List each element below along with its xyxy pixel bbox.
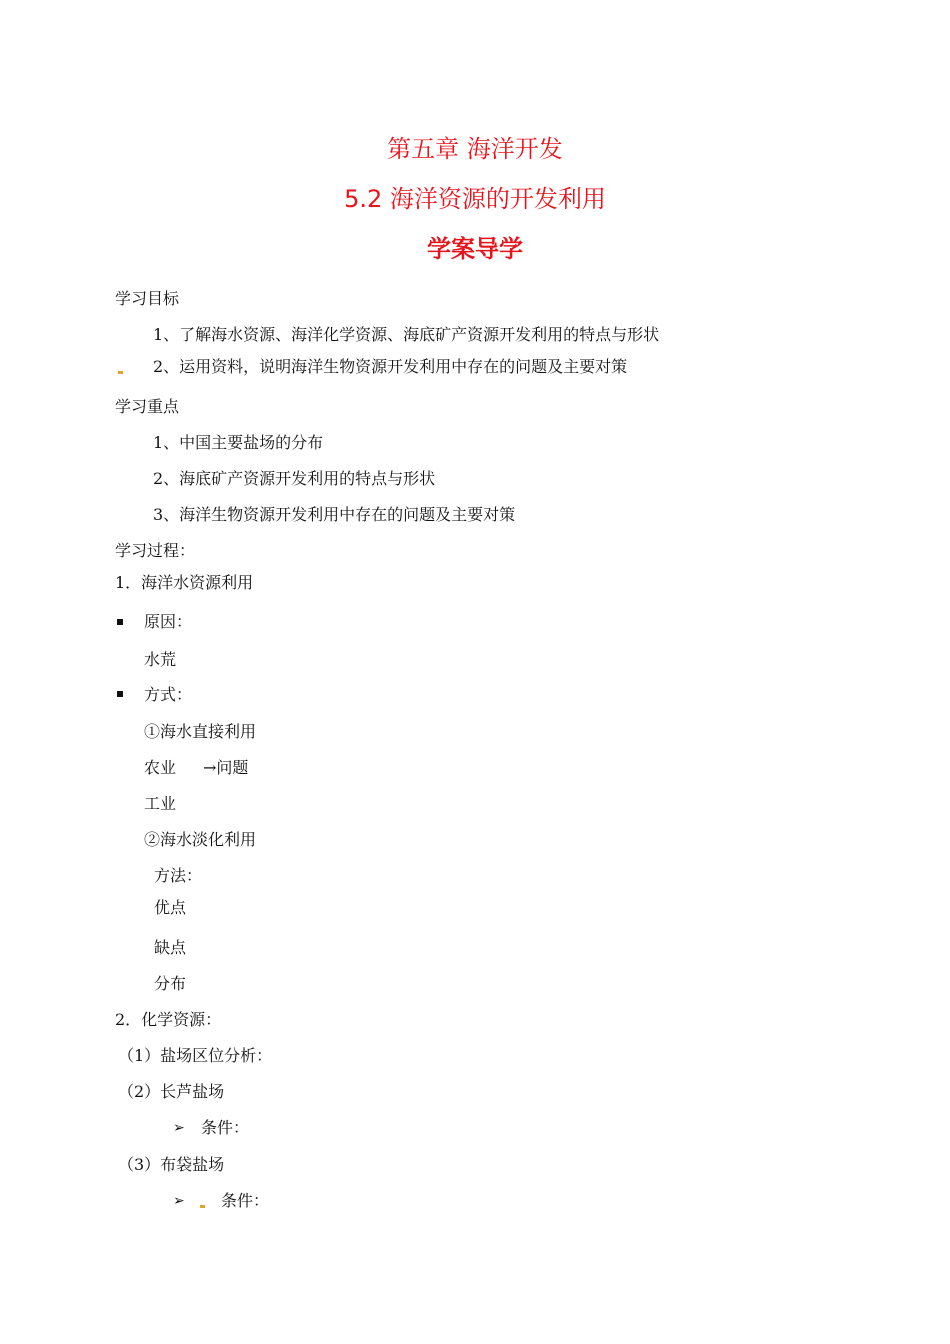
chapter-title: 第五章 海洋开发 [387,135,563,163]
square-bullet-icon [117,691,123,697]
desalination: ②海水淡化利用 [144,830,257,849]
marker-dot [118,371,123,374]
method-label: 方式： [144,685,193,704]
method-text: 方法： [154,866,203,885]
objective-item: 1、了解海水资源、海洋化学资源、海底矿产资源开发利用的特点与形状 [153,325,660,344]
marker-dot [200,1205,205,1208]
salt-field-analysis: （1）盐场区位分析： [118,1046,273,1065]
objective-item: 2、运用资料，说明海洋生物资源开发利用中存在的问题及主要对策 [153,357,628,376]
section-title: 5.2 海洋资源的开发利用 [344,185,606,213]
doc-type-title: 学案导学 [427,235,523,263]
industry: 工业 [144,794,177,813]
advantages: 优点 [154,898,187,917]
key-point-item: 3、海洋生物资源开发利用中存在的问题及主要对策 [153,505,516,524]
arrow-bullet-icon: ➢ [173,1193,185,1209]
section2-title: 2．化学资源： [115,1010,222,1029]
direct-use: ①海水直接利用 [144,722,257,741]
agriculture: 农业 [144,758,177,777]
arrow-problem: →问题 [203,758,249,777]
key-points-heading: 学习重点 [115,397,180,416]
budai-condition: 条件： [221,1191,270,1210]
reason-label: 原因： [144,612,193,631]
process-heading: 学习过程： [115,541,196,560]
section1-title: 1．海洋水资源利用 [115,573,254,592]
changlu-condition: 条件： [201,1118,250,1137]
disadvantages: 缺点 [154,938,187,957]
square-bullet-icon [117,619,123,625]
distribution: 分布 [154,974,187,993]
key-point-item: 1、中国主要盐场的分布 [153,433,324,452]
key-point-item: 2、海底矿产资源开发利用的特点与形状 [153,469,436,488]
objectives-heading: 学习目标 [115,289,180,308]
arrow-bullet-icon: ➢ [173,1120,185,1136]
changlu-salt-field: （2）长芦盐场 [118,1082,225,1101]
budai-salt-field: （3）布袋盐场 [118,1155,225,1174]
reason-value: 水荒 [144,650,177,669]
